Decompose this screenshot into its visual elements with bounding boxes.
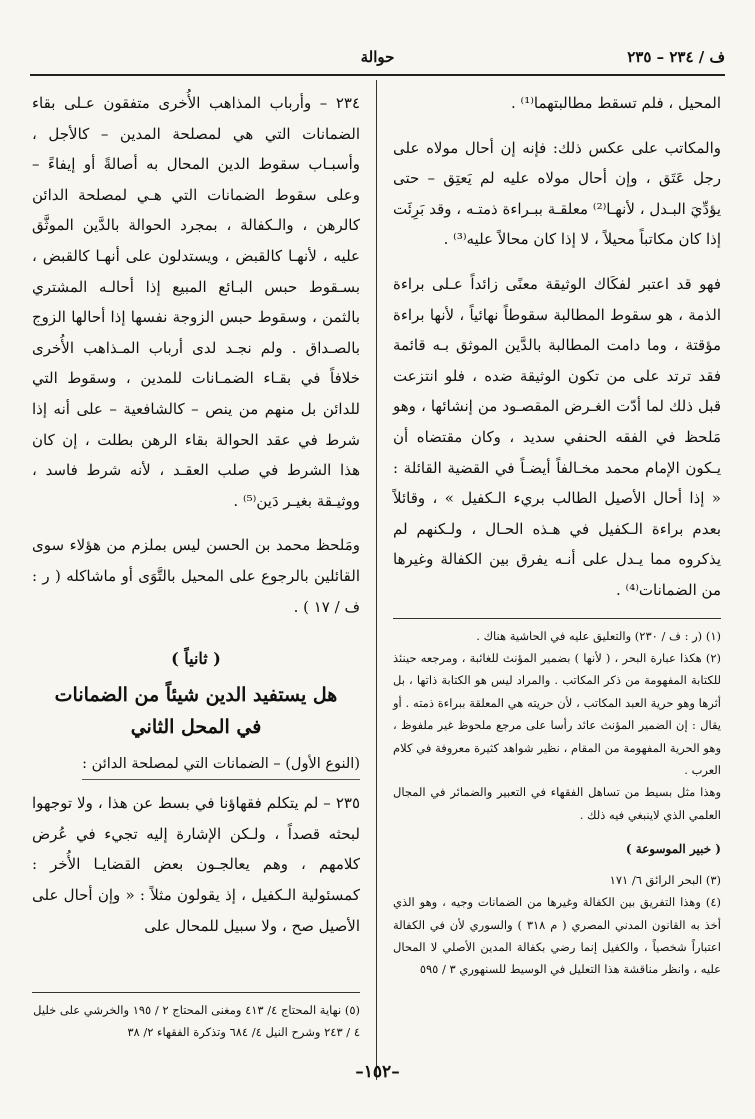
- footnote: وهذا مثل بسيط من تساهل الفقهاء في التعبير والضمائر في المجال العلمي الذي لاينبغي فيه ذلك .: [393, 785, 721, 822]
- paragraph-235: ٢٣٥ – لم يتكلم فقهاؤنا في بسط عن هذا ، ولا توجهوا لبحثه قصداً ، ولـكن الإشارة إليه تجيء في عُرض كلامهم ، وهم يعالجـون بعض القضايـا الأُخر : كمسئولية الـكفيل ، إذ يقولون مثلاً : « وإن أحال على الأصيل صح ، ولا سبيل للمحال على: [32, 794, 360, 935]
- subheading: (النوع الأول) – الضمانات التي لمصلحة الدائن :: [82, 749, 360, 781]
- footnote-separator: [32, 992, 360, 993]
- left-column: [32, 88, 360, 941]
- footnote: (٢) هكذا عبارة البحر ، ( لأنها ) بضمير المؤنث للغائبة ، ومرجعه حينئذ للكتابة المفهومة من ذكر المكاتب . والمراد ليس هو الكتابة ذاتها ، بل أثرها وهو حرية العبد المكاتب ، لأن حريته هي المعلقة ببراءة ذمته . أو يقال : إن الضمير المؤنث عائد رأسا على مرجع ملحوظ غير ملفوظ ، وهو الحرية المفهومة من المقام ، نظير شواهد كثيرة معروفة في كلام العرب .: [393, 650, 721, 777]
- running-header: [30, 48, 725, 72]
- paragraph-234: ٢٣٤ – وأرباب المذاهب الأُخرى متفقون عـلى بقاء الضمانات التي هي لمصلحة المدين – كالأجل ، وأسبـاب سقوط الدين المحال به أصالةً أو إيفاءً – وعلى سقوط الضمانات التي هـي لمصلحة الدائن كالرهن ، والـكفالة ، بمجرد الحوالة بالدَّين الموثَّق عليه ، لأنهـا كالقبض ، ويستدلون على أنهـا كالقبض ، بسـقوط حبس البـائع المبيع إذا أحالـه المشتري بالثمن ، وسقوط حبس الزوجة نفسها إذا أحالها الزوج بالصـداق . ولم نجـد لدى أرباب المـذاهب الأُخرى خلافاً في بقـاء الضمـانات للمدين ، وسقوط التي للدائن بل منهم من ينص – كالشافعية – على أنه إذا شرط في عقد الحوالة بقاء الرهن بطلت ، إن كان هذا الشرط في صلب العقـد ، لأنه شرط فاسد ، ووثيـقة بغيـر دَين⁽⁵⁾ .: [32, 94, 360, 510]
- page-number: –١٥٢–: [355, 1062, 400, 1082]
- section-title: في المحل الثاني: [130, 715, 262, 738]
- paragraph: والمكاتب على عكس ذلك: فإنه إن أحال مولاه على رجل عَتَق ، وإن أحال مولاه عليه لم يَعتِق – حتى يؤدِّيَ البـدل ، لأنهـا⁽²⁾ معلقـة ببـراءة ذمتـه ، وقد بَرِئَت إذا كان مكاتباً محيلاً ، لا إذا كان محالاً عليه⁽³⁾ .: [393, 138, 721, 249]
- header-rule: [30, 74, 725, 76]
- column-divider: [376, 80, 377, 1080]
- section-number: ( ثانياً ): [171, 649, 221, 669]
- page-topic: حوالة: [360, 48, 395, 66]
- paragraph: فهو قد اعتبر لفكَاك الوثيقة معنًى زائداً عـلى براءة الذمة ، هو سقوط المطالبة سقوطاً نهائياً ، لأنها براءة مؤقتة ، وما دامت المطالبة بالدَّين الموثق بـه قائمة فقد ترتد على من تكون الوثيقة ضده ، فلو انتزعت قبل ذلك لما أدّت الغـرض المقصـود من إنشائها ، وهو مَلحظ في الفقه الحنفي سديد ، وكان مقتضاه أن يـكون الإمام محمد مخـالفاً أيضـاً في القضية القائلة : « إذا أحال الأصيل الطالب بريء الـكفيل » ، وقائلاً بعدم براءة الـكفيل في هـذه الحـال ، ولـكنهم لم يذكروه مما يـدل على أنـه يفرق بين الكفالة وغيرها من الضمانات⁽⁴⁾ .: [393, 274, 721, 599]
- paragraph-reference: ف / ٢٣٤ – ٢٣٥: [627, 48, 725, 66]
- paragraph: المحيل ، فلم تسقط مطالبتهما⁽¹⁾ .: [510, 94, 721, 112]
- right-column: [393, 88, 721, 981]
- footnote-signature: ( خبير الموسوعة ): [625, 842, 721, 857]
- footnote: (٤) وهذا التفريق بين الكفالة وغيرها من الضمانات وجيه ، وهو الذي أخذ به القانون المدني المصري ( م ٣١٨ ) والسوري لأن في الكفالة اعتباراً شخصياً ، والكفيل إنما رضي بكفالة المدين الأصلي لا المحال عليه ، وانظر مناقشة هذا التعليل في الوسيط للسنهوري ٣ / ٥٩٥: [393, 895, 721, 977]
- footnote: (١) (ر : ف / ٢٣٠) والتعليق عليه في الحاشية هناك .: [476, 628, 721, 643]
- footnote-separator: [393, 618, 721, 619]
- section-title: هل يستفيد الدين شيئاً من الضمانات: [54, 683, 338, 706]
- paragraph: ومَلحظ محمد بن الحسن ليس بملزم من هؤلاء سوى القائلين بالرجوع على المحيل بالتَّوَى أو ماشاكله ( ر : ف / ١٧ ) .: [32, 536, 360, 616]
- footnote: (٣) البحر الرائق ٦/ ١٧١: [609, 872, 721, 887]
- left-footnotes: [32, 980, 360, 1044]
- footnote: (٥) نهاية المحتاج ٤/ ٤١٣ ومغنى المحتاج ٢ / ١٩٥ والخرشي على خليل ٤ / ٢٤٣ وشرح النيل ٤/ ٦٨٤ وتذكرة الفقهاء ٢/ ٣٨: [33, 1003, 360, 1040]
